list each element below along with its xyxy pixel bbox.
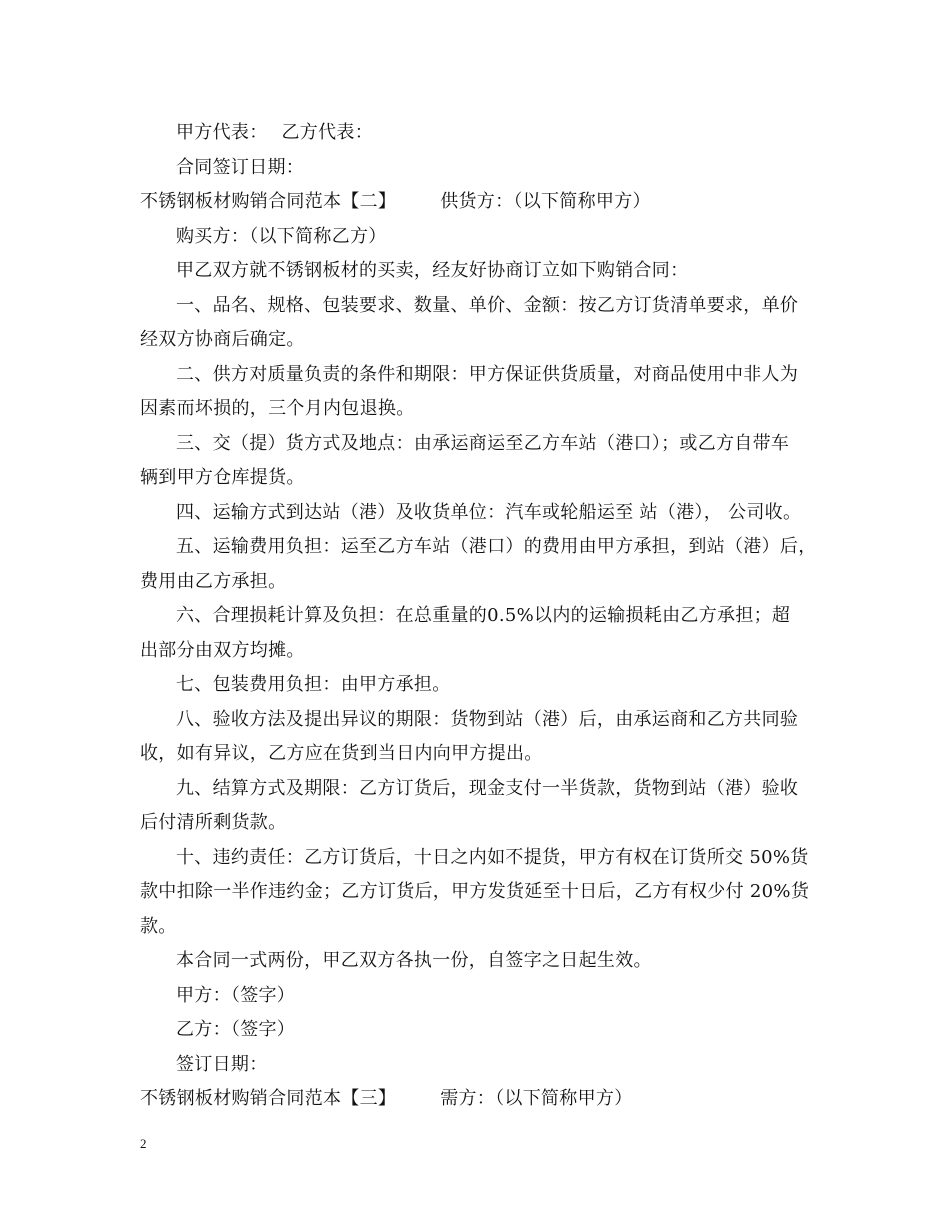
buyer-line: 购买方：（以下简称乙方）: [176, 225, 387, 247]
clause-10-line-3: 款。: [140, 915, 177, 937]
clause-6-line-1: 六、合理损耗计算及负担：在总重量的0.5%以内的运输损耗由乙方承担；超: [176, 605, 791, 626]
clause-3-line-2: 辆到甲方仓库提货。: [140, 467, 305, 488]
clause-2-line-2: 因素而坏损的，三个月内包退换。: [140, 398, 415, 419]
contract-2-heading-line: [140, 185, 820, 220]
clause-8-line-1: 八、验收方法及提出异议的期限：货物到站（港）后，由承运商和乙方共同验: [176, 708, 799, 730]
contract-body: [140, 116, 820, 1117]
contract-3-heading-line: [140, 1082, 820, 1117]
page-number: 2: [140, 1136, 147, 1151]
contract-2-title: 不锈钢板材购销合同范本【二】: [140, 191, 397, 212]
contract-sign-date: 合同签订日期：: [176, 156, 305, 178]
clause-6-line-2: 出部分由双方均摊。: [140, 639, 305, 661]
demander-line: 需方：（以下简称甲方）: [440, 1088, 633, 1109]
party-b-representative: 乙方代表：: [281, 122, 373, 143]
representatives-line: [140, 116, 820, 151]
party-a-signature: 甲方：（签字）: [176, 984, 296, 1006]
party-a-representative: 甲方代表：: [176, 122, 268, 143]
clause-3-line-1: 三、交（提）货方式及地点：由承运商运至乙方车站（港口）；或乙方自带车: [176, 432, 790, 454]
clause-1-line-2: 经双方协商后确定。: [140, 329, 305, 350]
contract-3-title: 不锈钢板材购销合同范本【三】: [140, 1088, 397, 1109]
clause-2-line-1: 二、供方对质量负责的条件和期限：甲方保证供货质量，对商品使用中非人为: [176, 363, 799, 385]
preamble: 甲乙双方就不锈钢板材的买卖，经友好协商订立如下购销合同：: [176, 260, 689, 281]
signing-date: 签订日期：: [176, 1053, 268, 1075]
clause-4-line-1: 四、运输方式到达站（港）及收货单位：汽车或轮船运至 站（港）， 公司收。: [176, 501, 802, 523]
party-b-signature: 乙方：（签字）: [176, 1019, 296, 1040]
clause-5-line-2: 费用由乙方承担。: [140, 570, 287, 592]
validity-statement: 本合同一式两份，甲乙双方各执一份，自签字之日起生效。: [176, 950, 652, 971]
clause-9-line-2: 后付清所剩货款。: [140, 812, 287, 833]
clause-10-line-2: 款中扣除一半作违约金；乙方订货后，甲方发货延至十日后，乙方有权少付 20%货: [140, 881, 810, 902]
clause-5-line-1: 五、运输费用负担：运至乙方车站（港口）的费用由甲方承担，到站（港）后，: [176, 536, 817, 557]
clause-9-line-1: 九、结算方式及期限：乙方订货后，现金支付一半货款，货物到站（港）验收: [176, 777, 799, 799]
supplier-line: 供货方：（以下简称甲方）: [440, 191, 651, 212]
clause-8-line-2: 收，如有异议，乙方应在货到当日内向甲方提出。: [140, 743, 543, 764]
clause-7-line-1: 七、包装费用负担：由甲方承担。: [176, 674, 451, 695]
clause-10-line-1: 十、违约责任：乙方订货后，十日之内如不提货，甲方有权在订货所交 50%货: [176, 846, 809, 868]
clause-1-line-1: 一、品名、规格、包装要求、数量、单价、金额：按乙方订货清单要求，单价: [176, 294, 799, 316]
